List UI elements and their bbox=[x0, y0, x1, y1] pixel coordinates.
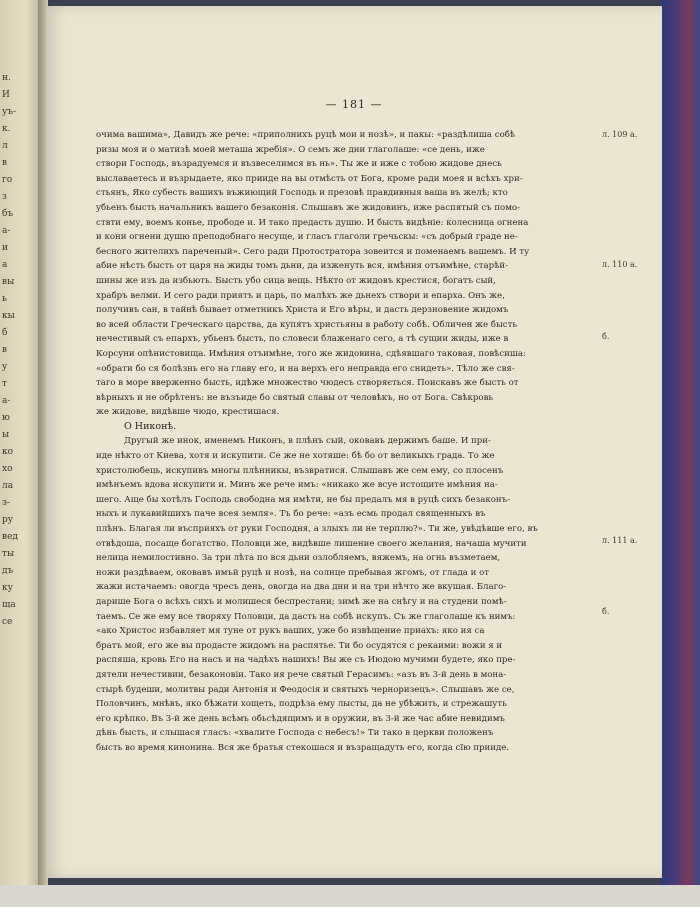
left-page-fragment: ла bbox=[2, 481, 14, 491]
left-page-fragment: ты bbox=[2, 549, 15, 559]
left-page-fragment: ь bbox=[2, 294, 7, 304]
left-page-fragment: ку bbox=[2, 583, 13, 593]
left-page-fragment: ру bbox=[2, 515, 14, 525]
left-page-fragment: б bbox=[2, 328, 8, 338]
text-line: нечестивый съ епархъ, убьенъ бысть, по словеси блаженаго сего, а тѣ сущии жиды, иже в bbox=[96, 334, 509, 345]
text-line: створи Господь, възрадуемся и възвеселимся въ нь». Ты же и иже с тобою жидове днесь bbox=[96, 159, 502, 170]
left-page-edge bbox=[0, 0, 42, 885]
left-page-fragment: у bbox=[2, 362, 8, 372]
text-line: очима вашима», Давидъ же рече: «приполнихъ руцѣ мои и нозѣ», и пакы: «раздѣлиша собѣ bbox=[96, 130, 516, 140]
text-line: Другый же инок, именемъ Никонъ, в плѣнъ сый, оковавъ держимъ баше. И при- bbox=[124, 436, 491, 447]
text-line: жажи истачаемъ: овогда чресъ день, овогда на два дни и на три нѣчто же вкушая. Благо- bbox=[96, 582, 507, 593]
left-page-fragment: вед bbox=[2, 532, 18, 542]
book-cover-edge bbox=[660, 0, 700, 907]
text-line: ствти ему, воемъ конье, прободе и. И тако предасть душю. И бысть видѣніе: колесница огнена bbox=[96, 217, 529, 228]
left-page-fragment: се bbox=[2, 617, 13, 627]
left-page-fragment: ко bbox=[2, 447, 14, 457]
text-line: нелица немилостивно. За три лѣта по вся дьни озлобляемъ, вяжемъ, на огнь възметаем, bbox=[96, 553, 501, 564]
text-line: получивъ сан, в тайнѣ бывает отметникъ Христа и Его вѣры, и дасть дерзновение жидомъ bbox=[96, 305, 509, 316]
text-line: бысть во время кинонина. Вся же братья стекошася и възращадуть его, когда сїю прииде. bbox=[96, 742, 510, 753]
left-page-fragment: а- bbox=[2, 226, 11, 236]
left-page-fragment: дъ bbox=[2, 566, 14, 576]
left-page-fragment: и bbox=[2, 243, 8, 253]
text-line: шего. Аще бы хотѣлъ Господь свободна мя имѣти, не бы предалъ мя в руцѣ сихъ безаконъ- bbox=[96, 494, 510, 505]
text-line: дятели нечестивии, безаконовіи. Тако ия рече святый Герасимъ: «азъ въ 3-й день в мона- bbox=[96, 669, 507, 680]
text-line: стьянъ, Яко субесть вашихъ въжиющий Господь и презовѣ правдивныя ваша въ желѣ; кто bbox=[96, 188, 508, 199]
text-line: храбръ велми. И сего ради приятъ и царь, по малѣхъ же дьнехъ створи и епарха. Онъ же, bbox=[96, 290, 505, 301]
left-page-fragment: ы bbox=[2, 430, 10, 440]
left-page-fragment: кы bbox=[2, 311, 15, 321]
text-line: Половчинъ, мнѣвъ, яко бѣжати хощеть, подрѣза ему лысты, да не убѣжить, и стрежашуть bbox=[96, 699, 507, 710]
text-line: убьенъ бысть начальникъ вашего безаконія. Слышавъ же жидовинъ, иже распятый съ помо- bbox=[96, 202, 520, 213]
text-line: ризы моя и о матизѣ моей меташа жребія». О семъ же дни глаголаше: «се день, иже bbox=[96, 144, 485, 155]
left-page-fragment: н. bbox=[2, 73, 11, 83]
text-line: и кони огнени душю преподобнаго несуще, и гласъ глаголи гречьскы: «съ добрый граде не- bbox=[96, 232, 518, 243]
text-line: христолюбець, искупивъ многы плѣнникы, възвратися. Слышавъ же сем ему, со плосенъ bbox=[96, 465, 504, 476]
text-line: таго в море вверженно бысть, идѣже множество чюдесъ створяється. Поискавъ же бысть от bbox=[96, 378, 519, 389]
text-line: абие нѣсть бысть от царя на жиды томъ дьни, да изженуть вся, имѣния отъимѣне, старѣй- bbox=[96, 261, 508, 272]
text-line: стырѣ будеши, молитвы ради Антонія и Феодосія и святыхъ черноризецъ». Слышавъ же се, bbox=[96, 684, 515, 695]
left-page-fragment: к. bbox=[2, 124, 11, 134]
text-line: «ако Христос избавляет мя туне от рукъ ваших, уже бо извѣщение приахъ: яко ия са bbox=[96, 626, 485, 637]
left-page-fragment: з bbox=[2, 192, 7, 202]
text-line: имѣнъемъ вдова искупити и. Минъ же рече имъ: «никако же всуе истощите имѣния на- bbox=[96, 480, 498, 491]
text-line: во всей области Греческаго царства, да купятъ христьяны в работу собѣ. Обличен же бысть bbox=[96, 319, 518, 330]
text-line: Корсуни опѣнистовища. Имѣния отъимѣне, того же жидовина, сдѣявшаго таковая, повѣсиша: bbox=[96, 348, 526, 359]
left-page-fragment: в bbox=[2, 158, 8, 168]
text-line: шины же изъ да избьють. Бысть убо сица вещь. Нѣкто от жидовъ крестися, богатъ сый, bbox=[96, 275, 496, 286]
text-line: «обрати бо ся болѣзнь его на главу его, и на верхъ его неправда его снидеть». Тѣло же свя- bbox=[96, 363, 515, 374]
margin-note: л. 109 а. bbox=[602, 130, 638, 139]
text-line: бесного жителихъ пареченый». Сего ради Протостратора зовеится и поменаемъ вашемъ. И ту bbox=[96, 246, 530, 257]
text-line: отвѣдоша, посаще богатство. Половци же, видѣвше лишение своего желания, начаша мучити bbox=[96, 538, 527, 549]
left-page-fragment: бъ bbox=[2, 209, 14, 219]
text-line: вѣрныхъ и не обрѣтенъ: не възъиде бо святый славы от человѣкъ, но от Бога. Свѣкровь bbox=[96, 392, 494, 403]
left-page-fragment: ща bbox=[2, 600, 16, 610]
text-line: ножи раздѣваем, оковавъ имъй руцѣ и нозѣ, на солнце пребывая жгомъ, от глада и от bbox=[96, 567, 490, 578]
page-number: — 181 — bbox=[325, 98, 383, 111]
left-page-fragment: л bbox=[2, 141, 8, 151]
text-line: же жидове, видѣвше чюдо, крестишася. bbox=[96, 407, 280, 418]
margin-note: б. bbox=[602, 332, 610, 341]
text-line: выславаетесь и възрыдаете, яко прииде на вы отмѣсть от Бога, кроме ради моея и всѣхъ хри- bbox=[96, 173, 523, 184]
left-page-fragment: вы bbox=[2, 277, 15, 287]
margin-note: б. bbox=[602, 607, 610, 616]
section-heading: О Никонѣ. bbox=[124, 420, 177, 432]
left-page-fragment: уъ- bbox=[2, 107, 17, 117]
text-line: его крѣпко. Въ 3-й же день всѣмъ обьсѣдящимъ и в оружии, въ 3-й же час абие невидимъ bbox=[96, 713, 505, 724]
text-line: ныхъ и лукавийшихъ паче всея земля». Тъ бо рече: «азъ есмь продал священныхъ въ bbox=[96, 509, 486, 520]
left-page-fragment: т bbox=[2, 379, 7, 389]
text-line: распяша, кровь Его на насъ и на чадѣхъ нашихъ! Вы же съ Июдою мучими будете, яко пре- bbox=[96, 655, 516, 666]
left-page-fragment: го bbox=[2, 175, 13, 185]
left-page-fragment: И bbox=[2, 90, 10, 100]
text-line: дарише Бога о всѣхъ сихъ и молишеся беспрестани; зимѣ же на снѣгу и на студени помѣ- bbox=[96, 597, 507, 607]
left-page-fragment: з- bbox=[2, 498, 10, 508]
left-page-fragment: а- bbox=[2, 396, 11, 406]
left-page-fragment: хо bbox=[2, 464, 13, 474]
text-line: дѣнь бысть, и слышася гласъ: «хвалите Господа с небесъ!» Ти тако в церкви положенъ bbox=[96, 728, 494, 739]
margin-note: л. 110 а. bbox=[602, 260, 638, 269]
main-text bbox=[96, 128, 596, 756]
text-line: братъ мой, его же вы продасте жидомъ на распятье. Ти бо осудятся с рекаими: вожи я и bbox=[96, 640, 503, 651]
margin-note: л. 111 а. bbox=[602, 536, 638, 545]
left-page-fragment: в bbox=[2, 345, 8, 355]
text-line: плѣнъ. Благая ли въсприяхъ от руки Господня, а злыхъ ли не терплю?». Ти же, увѣдѣвше его, въ bbox=[96, 524, 538, 535]
table-surface bbox=[0, 885, 700, 907]
text-line: иде нѣкто от Киева, хотя и искупити. Се же не хотяше: бѣ бо от великыхъ града. То же bbox=[96, 451, 495, 462]
book-page bbox=[46, 6, 662, 878]
left-page-fragment: ю bbox=[2, 413, 10, 423]
text-line: таемъ. Се же ему все творяху Половци, да дасть на собѣ искупъ. Съ же глаголаше къ нимъ: bbox=[96, 611, 516, 622]
left-page-fragment: а bbox=[2, 260, 8, 270]
